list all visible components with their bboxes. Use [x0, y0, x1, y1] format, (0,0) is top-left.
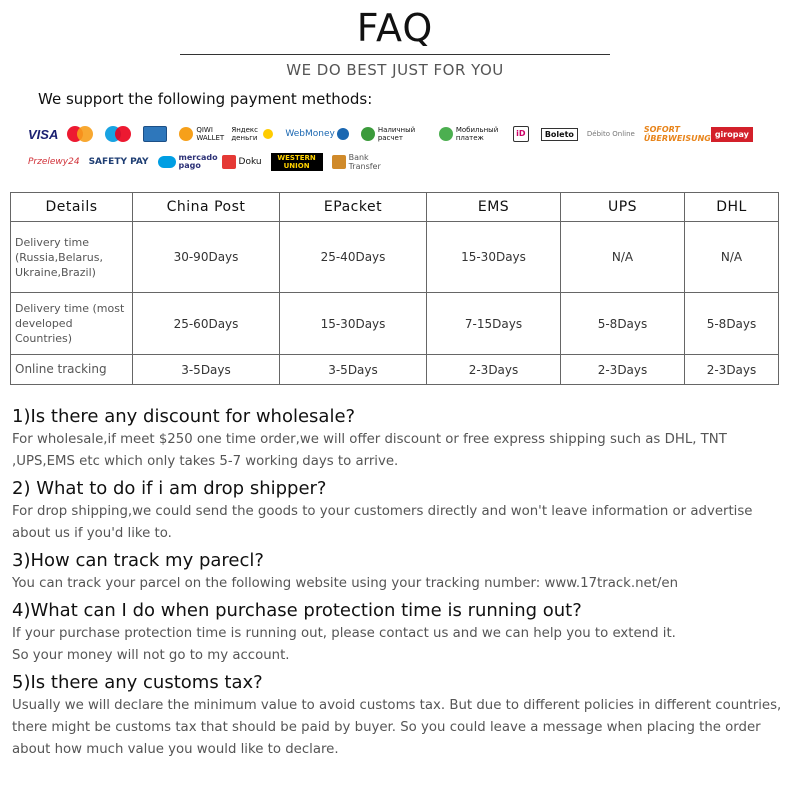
- table-row: [11, 355, 779, 385]
- faq-question: 5)Is there any customs tax?: [12, 672, 263, 693]
- safetypay-logo: SAFETY PAY: [88, 156, 149, 167]
- table-cell: 3-5Days: [280, 355, 427, 385]
- row-label: Online tracking: [11, 355, 133, 385]
- qiwi-logo: QIWI WALLET: [179, 126, 222, 142]
- payment-logos-row-2: [28, 150, 768, 174]
- table-row: [11, 222, 779, 293]
- table-cell: 3-5Days: [133, 355, 280, 385]
- table-cell: 2-3Days: [561, 355, 685, 385]
- sofort-logo: SOFORT ÜBERWEISUNG: [643, 125, 711, 143]
- yandex-money-logo: Яндекс деньги: [231, 126, 276, 142]
- przelewy24-logo: Przelewy24: [28, 156, 80, 167]
- faq-question: 3)How can track my parecl?: [12, 550, 264, 571]
- table-cell: 5-8Days: [685, 293, 779, 355]
- western-union-logo: WESTERN UNION: [271, 153, 323, 171]
- maestro-logo: [105, 126, 134, 142]
- amex-card-logo: [143, 126, 170, 142]
- title-divider: [180, 54, 610, 55]
- mastercard-logo: [67, 126, 96, 142]
- giropay-logo: giropay: [711, 127, 753, 142]
- payment-methods-heading: We support the following payment methods:: [38, 90, 373, 108]
- table-cell: 25-60Days: [133, 293, 280, 355]
- mercadopago-logo: mercado pago: [158, 154, 213, 170]
- faq-answer: If your purchase protection time is running out, please contact us and we can help you to extend it.: [12, 626, 676, 641]
- column-header: EMS: [427, 193, 561, 222]
- table-cell: 7-15Days: [427, 293, 561, 355]
- table-cell: N/A: [685, 222, 779, 293]
- column-header: DHL: [685, 193, 779, 222]
- row-label: Delivery time (most developed Countries): [11, 293, 133, 355]
- row-label: Delivery time (Russia,Belarus, Ukraine,Brazil): [11, 222, 133, 293]
- visa-logo: VISA: [28, 126, 59, 142]
- column-header: China Post: [133, 193, 280, 222]
- mobile-payment-logo: Мобильный платеж: [439, 126, 504, 142]
- faq-answer: You can track your parcel on the following website using your tracking number: www.17track.net/en: [12, 576, 678, 591]
- faq-question: 4)What can I do when purchase protection time is running out?: [12, 600, 582, 621]
- doku-logo: Doku: [222, 155, 262, 169]
- boleto-logo: Boleto: [541, 128, 578, 141]
- debito-online-logo: Débito Online: [586, 129, 635, 138]
- column-header: UPS: [561, 193, 685, 222]
- table-cell: 5-8Days: [561, 293, 685, 355]
- faq-question: 2) What to do if i am drop shipper?: [12, 478, 327, 499]
- table-cell: 2-3Days: [685, 355, 779, 385]
- page-title: FAQ: [356, 6, 434, 50]
- faq-answer: So your money will not go to my account.: [12, 648, 290, 663]
- table-cell: 2-3Days: [427, 355, 561, 385]
- cash-logo: Наличный расчет: [361, 126, 422, 142]
- payment-logos: [28, 122, 768, 178]
- column-header: EPacket: [280, 193, 427, 222]
- table-cell: 30-90Days: [133, 222, 280, 293]
- shipping-table: [10, 192, 779, 385]
- table-cell: N/A: [561, 222, 685, 293]
- faq-answer: For drop shipping,we could send the goods to your customers directly and won't leave information or advertise about us if you'd like to.: [12, 504, 753, 541]
- payment-logos-row-1: [28, 122, 768, 146]
- bank-transfer-logo: Bank Transfer: [332, 153, 383, 171]
- faq-section: [12, 405, 784, 765]
- ideal-logo: iD: [513, 126, 532, 142]
- faq-answer: For wholesale,if meet $250 one time order,we will offer discount or free express shipping such as DHL, TNT ,UPS,EMS etc which only takes 5-7 working days to arrive.: [12, 432, 727, 469]
- column-header: Details: [11, 193, 133, 222]
- table-header-row: [11, 193, 779, 222]
- faq-question: 1)Is there any discount for wholesale?: [12, 406, 356, 427]
- faq-answer: Usually we will declare the minimum value to avoid customs tax. But due to different policies in different countries, there might be customs tax that should be paid by buyer. So you could leave a message when placing the order about how much value you would like to declare.: [12, 698, 782, 757]
- page-subtitle: WE DO BEST JUST FOR YOU: [286, 61, 504, 79]
- table-cell: 15-30Days: [280, 293, 427, 355]
- table-cell: 15-30Days: [427, 222, 561, 293]
- table-cell: 25-40Days: [280, 222, 427, 293]
- table-row: [11, 293, 779, 355]
- webmoney-logo: WebMoney: [285, 128, 351, 140]
